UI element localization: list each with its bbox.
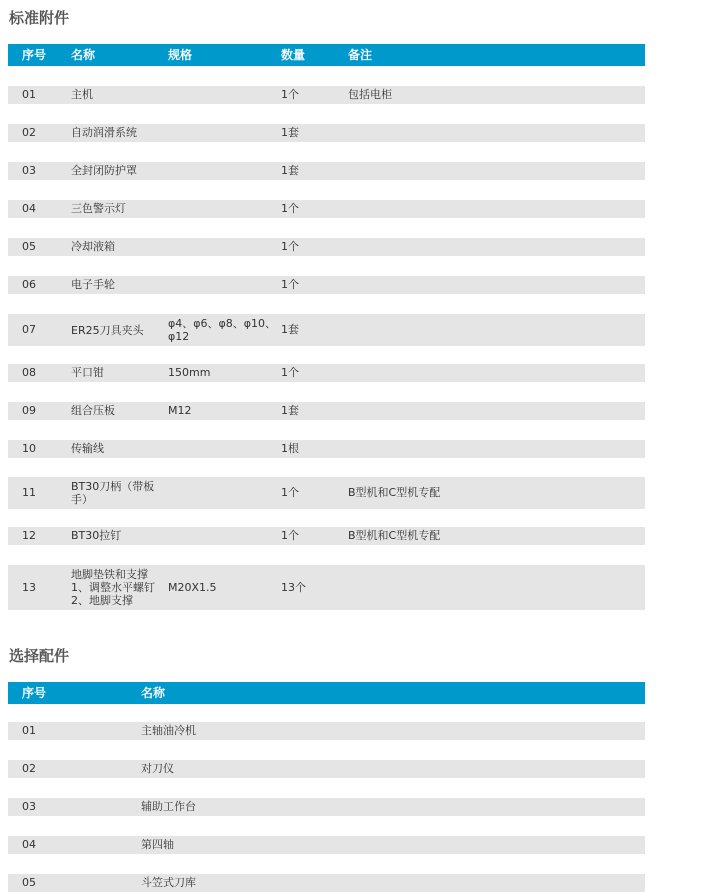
header-note: 备注 — [348, 44, 645, 66]
cell-name: 辅助工作台 — [141, 798, 645, 816]
cell-qty: 1个 — [281, 276, 348, 294]
cell-no: 07 — [8, 314, 71, 346]
cell-name: BT30拉钉 — [71, 527, 168, 545]
cell-spec — [168, 162, 281, 180]
table-row — [8, 124, 645, 142]
optional-accessories-table — [8, 682, 645, 892]
table-header-row — [8, 44, 645, 66]
cell-spec — [168, 527, 281, 545]
table-row — [8, 200, 645, 218]
cell-no: 02 — [8, 124, 71, 142]
cell-spec — [168, 124, 281, 142]
cell-name: 对刀仪 — [141, 760, 645, 778]
row-spacer — [8, 704, 645, 722]
standard-accessories-title: 标准附件 — [9, 9, 70, 27]
cell-name: ER25刀具夹头 — [71, 314, 168, 346]
cell-no: 09 — [8, 402, 71, 420]
row-spacer-cell — [8, 142, 645, 162]
row-spacer-cell — [8, 256, 645, 276]
cell-name: 自动润滑系统 — [71, 124, 168, 142]
cell-qty: 1套 — [281, 124, 348, 142]
table-row — [8, 722, 645, 740]
cell-name: 第四轴 — [141, 836, 645, 854]
cell-name: 组合压板 — [71, 402, 168, 420]
row-spacer-cell — [8, 458, 645, 477]
cell-no: 12 — [8, 527, 71, 545]
cell-spec — [168, 86, 281, 104]
cell-spec: 150mm — [168, 364, 281, 382]
row-spacer-cell — [8, 704, 645, 722]
cell-name: 三色警示灯 — [71, 200, 168, 218]
cell-note — [348, 364, 645, 382]
row-spacer — [8, 778, 645, 798]
header-name: 名称 — [71, 44, 168, 66]
row-spacer-cell — [8, 104, 645, 124]
table-header-row — [8, 682, 645, 704]
cell-spec: M12 — [168, 402, 281, 420]
cell-note — [348, 200, 645, 218]
row-spacer-cell — [8, 218, 645, 238]
cell-qty: 1个 — [281, 364, 348, 382]
row-spacer — [8, 294, 645, 314]
cell-spec — [168, 440, 281, 458]
row-spacer-cell — [8, 180, 645, 200]
cell-qty: 1个 — [281, 200, 348, 218]
table-row — [8, 364, 645, 382]
cell-spec — [168, 276, 281, 294]
cell-name: 主轴油冷机 — [141, 722, 645, 740]
cell-no: 03 — [8, 162, 71, 180]
cell-name: 平口钳 — [71, 364, 168, 382]
row-spacer-cell — [8, 545, 645, 565]
cell-qty: 1个 — [281, 527, 348, 545]
cell-no: 03 — [8, 798, 141, 816]
table-row — [8, 477, 645, 509]
cell-no: 01 — [8, 86, 71, 104]
header-no: 序号 — [8, 682, 141, 704]
table-row — [8, 798, 645, 816]
header-qty: 数量 — [281, 44, 348, 66]
cell-qty: 1个 — [281, 238, 348, 256]
cell-note — [348, 276, 645, 294]
row-spacer — [8, 142, 645, 162]
cell-no: 06 — [8, 276, 71, 294]
cell-qty: 1套 — [281, 402, 348, 420]
row-spacer — [8, 420, 645, 440]
row-spacer-cell — [8, 740, 645, 760]
header-no: 序号 — [8, 44, 71, 66]
cell-spec: M20X1.5 — [168, 565, 281, 610]
cell-no: 01 — [8, 722, 141, 740]
table-row — [8, 836, 645, 854]
cell-qty: 1套 — [281, 162, 348, 180]
row-spacer — [8, 346, 645, 364]
cell-note — [348, 238, 645, 256]
row-spacer — [8, 382, 645, 402]
table-row — [8, 86, 645, 104]
table-row — [8, 565, 645, 610]
standard-accessories-table — [8, 44, 645, 610]
row-spacer-cell — [8, 509, 645, 527]
cell-no: 05 — [8, 238, 71, 256]
cell-qty: 13个 — [281, 565, 348, 610]
cell-spec — [168, 200, 281, 218]
header-spec: 规格 — [168, 44, 281, 66]
cell-name: 地脚垫铁和支撑 1、调整水平螺钉 2、地脚支撑 — [71, 565, 168, 610]
cell-qty: 1个 — [281, 86, 348, 104]
cell-no: 13 — [8, 565, 71, 610]
table-row — [8, 440, 645, 458]
cell-name: 斗笠式刀库 — [141, 874, 645, 892]
row-spacer-cell — [8, 420, 645, 440]
row-spacer — [8, 545, 645, 565]
row-spacer-cell — [8, 816, 645, 836]
cell-qty: 1套 — [281, 314, 348, 346]
row-spacer — [8, 816, 645, 836]
cell-spec — [168, 477, 281, 509]
row-spacer — [8, 854, 645, 874]
cell-qty: 1根 — [281, 440, 348, 458]
cell-no: 05 — [8, 874, 141, 892]
row-spacer — [8, 740, 645, 760]
cell-no: 10 — [8, 440, 71, 458]
cell-note: B型机和C型机专配 — [348, 527, 645, 545]
row-spacer — [8, 104, 645, 124]
table-row — [8, 760, 645, 778]
cell-name: 主机 — [71, 86, 168, 104]
row-spacer-cell — [8, 294, 645, 314]
row-spacer — [8, 458, 645, 477]
table-row — [8, 874, 645, 892]
cell-name: BT30刀柄（带板手） — [71, 477, 168, 509]
table-row — [8, 238, 645, 256]
row-spacer-cell — [8, 778, 645, 798]
row-spacer-cell — [8, 66, 645, 86]
table-row — [8, 162, 645, 180]
cell-no: 02 — [8, 760, 141, 778]
cell-name: 冷却液箱 — [71, 238, 168, 256]
cell-no: 11 — [8, 477, 71, 509]
cell-name: 传输线 — [71, 440, 168, 458]
cell-note — [348, 314, 645, 346]
table-row — [8, 402, 645, 420]
row-spacer — [8, 256, 645, 276]
row-spacer — [8, 66, 645, 86]
row-spacer-cell — [8, 854, 645, 874]
cell-name: 电子手轮 — [71, 276, 168, 294]
optional-accessories-title: 选择配件 — [9, 647, 70, 665]
cell-note — [348, 440, 645, 458]
cell-note — [348, 402, 645, 420]
row-spacer — [8, 218, 645, 238]
table-row — [8, 314, 645, 346]
row-spacer-cell — [8, 382, 645, 402]
cell-note — [348, 565, 645, 610]
cell-note — [348, 162, 645, 180]
table-row — [8, 276, 645, 294]
cell-note: 包括电柜 — [348, 86, 645, 104]
row-spacer — [8, 180, 645, 200]
cell-no: 04 — [8, 200, 71, 218]
cell-name: 全封闭防护罩 — [71, 162, 168, 180]
cell-qty: 1个 — [281, 477, 348, 509]
cell-note — [348, 124, 645, 142]
cell-note: B型机和C型机专配 — [348, 477, 645, 509]
cell-spec: φ4、φ6、φ8、φ10、φ12 — [168, 314, 281, 346]
header-name: 名称 — [141, 682, 645, 704]
table-row — [8, 527, 645, 545]
cell-spec — [168, 238, 281, 256]
row-spacer-cell — [8, 346, 645, 364]
cell-no: 04 — [8, 836, 141, 854]
row-spacer — [8, 509, 645, 527]
cell-no: 08 — [8, 364, 71, 382]
